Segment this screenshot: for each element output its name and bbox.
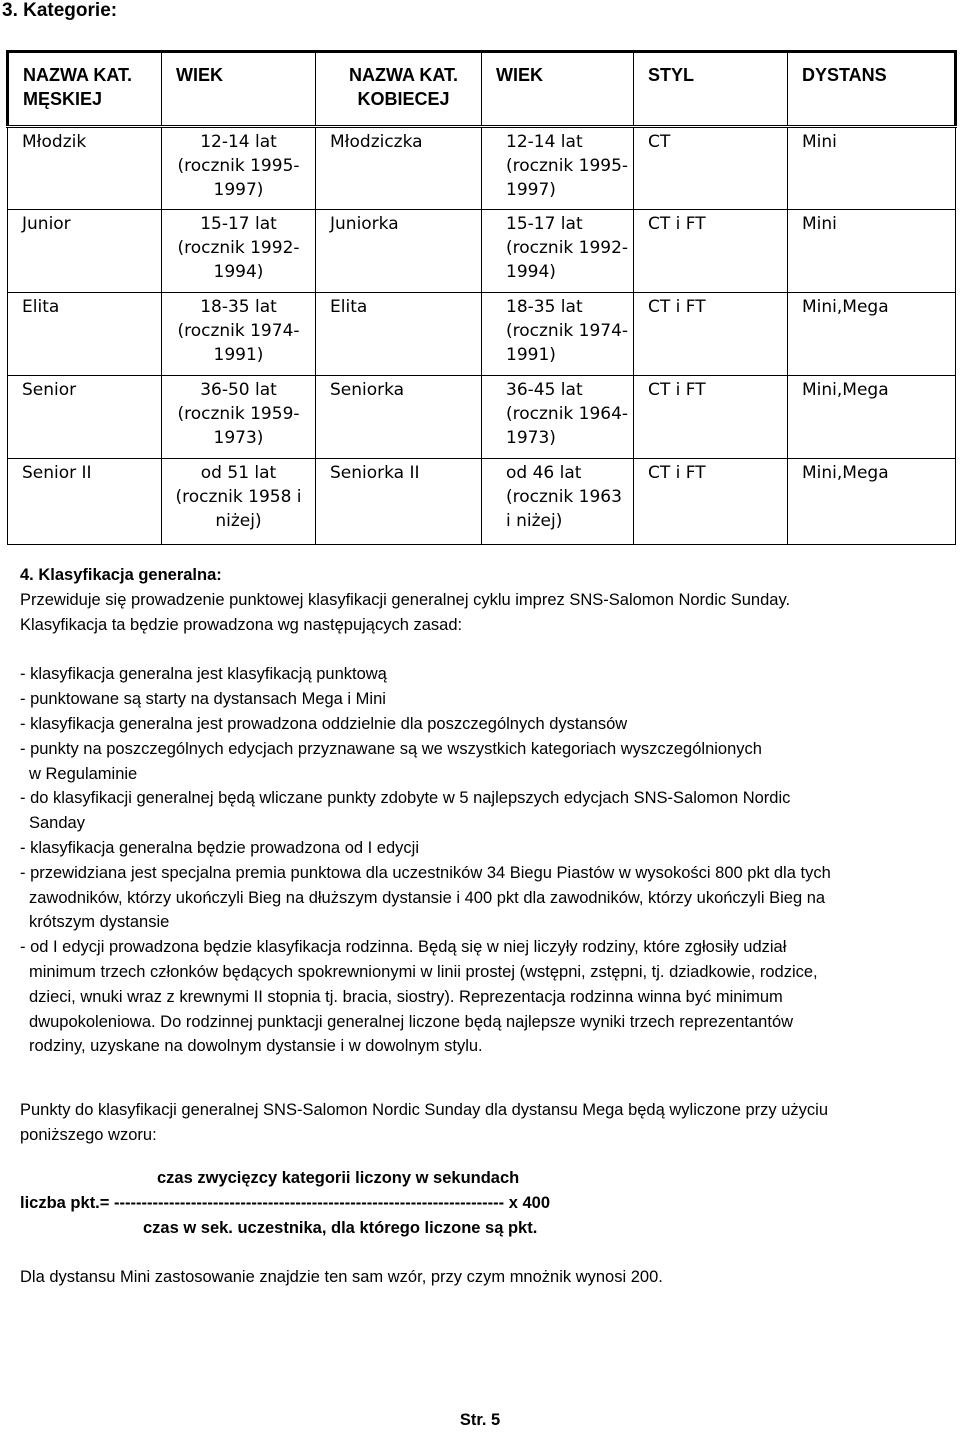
male-age-cell: od 51 lat (rocznik 1958 i niżej) <box>162 459 316 545</box>
female-age-cell: 15-17 lat (rocznik 1992-1994) <box>482 210 634 293</box>
distance-cell: Mini <box>788 210 956 293</box>
section-4-heading: 4. Klasyfikacja generalna: <box>20 566 222 584</box>
female-age-cell: 12-14 lat (rocznik 1995-1997) <box>482 127 634 210</box>
style-cell: CT <box>634 127 788 210</box>
formula-lhs: liczba pkt.= <box>20 1193 110 1212</box>
rule-line: - punktowane są starty na dystansach Mega i Mini <box>20 690 386 709</box>
rule-line: - od I edycji prowadzona będzie klasyfikacja rodzinna. Będą się w niej liczyły rodziny, które zgłosiły udział <box>20 938 787 957</box>
header-cell: DYSTANS <box>788 52 956 127</box>
style-cell: CT i FT <box>634 293 788 376</box>
table-row <box>8 210 956 293</box>
female-category-cell: Seniorka II <box>316 459 482 545</box>
male-age-cell: 15-17 lat (rocznik 1992-1994) <box>162 210 316 293</box>
formula-numerator: czas zwycięzcy kategorii liczony w sekundach <box>157 1169 520 1187</box>
rule-line: krótszym dystansie <box>29 913 170 932</box>
male-category-cell: Senior <box>8 376 162 459</box>
table-row <box>8 293 956 376</box>
points-formula <box>20 1166 550 1240</box>
female-age-cell: 18-35 lat (rocznik 1974-1991) <box>482 293 634 376</box>
section-3-heading: 3. Kategorie: <box>2 0 118 21</box>
female-category-cell: Seniorka <box>316 376 482 459</box>
intro-line: Klasyfikacja ta będzie prowadzona wg następujących zasad: <box>20 615 463 634</box>
rule-line: - przewidziana jest specjalna premia punktowa dla uczestników 34 Biegu Piastów w wysokości 800 pkt dla tych <box>20 863 831 882</box>
male-category-cell: Elita <box>8 293 162 376</box>
rule-line: dzieci, wnuki wraz z krewnymi II stopnia tj. bracia, siostry). Reprezentacja rodzinna winna być minimum <box>29 987 783 1006</box>
style-cell: CT i FT <box>634 210 788 293</box>
header-cell: WIEK <box>162 52 316 127</box>
page-number: Str. 5 <box>459 1411 501 1429</box>
rule-line: rodziny, uzyskane na dowolnym dystansie i w dowolnym stylu. <box>29 1037 483 1056</box>
table-header-row <box>8 52 956 127</box>
female-age-cell: 36-45 lat (rocznik 1964-1973) <box>482 376 634 459</box>
rule-line: - klasyfikacja generalna będzie prowadzona od I edycji <box>20 838 419 857</box>
distance-cell: Mini <box>788 127 956 210</box>
rule-line: Sanday <box>29 814 85 833</box>
male-category-cell: Junior <box>8 210 162 293</box>
header-cell: WIEK <box>482 52 634 127</box>
rule-line: minimum trzech członków będących spokrewnionymi w linii prostej (wstępni, zstępni, tj. dziadkowie, rodzice, <box>29 962 818 981</box>
table-row <box>8 459 956 545</box>
rule-line: - klasyfikacja generalna jest prowadzona oddzielnie dla poszczególnych dystansów <box>20 714 628 733</box>
header-cell: NAZWA KAT. KOBIECEJ <box>316 52 482 127</box>
rules-list <box>20 662 950 1059</box>
male-age-cell: 18-35 lat (rocznik 1974-1991) <box>162 293 316 376</box>
header-cell: STYL <box>634 52 788 127</box>
formula-line <box>20 1191 550 1216</box>
style-cell: CT i FT <box>634 376 788 459</box>
rule-line: - klasyfikacja generalna jest klasyfikacją punktową <box>20 665 387 684</box>
mini-note: Dla dystansu Mini zastosowanie znajdzie ten sam wzór, przy czym mnożnik wynosi 200. <box>20 1268 663 1286</box>
rule-line: dwupokoleniowa. Do rodzinnej punktacji generalnej liczone będą najlepsze wyniki trzech reprezentantów <box>29 1012 794 1031</box>
categories-table <box>6 50 957 545</box>
male-age-cell: 36-50 lat (rocznik 1959-1973) <box>162 376 316 459</box>
intro-line: Przewiduje się prowadzenie punktowej klasyfikacji generalnej cyklu imprez SNS-Salomon Nordic Sunday. <box>20 591 791 609</box>
table-row <box>8 127 956 210</box>
formula-intro-line: Punkty do klasyfikacji generalnej SNS-Salomon Nordic Sunday dla dystansu Mega będą wyliczone przy użyciu <box>20 1100 828 1119</box>
rule-line: - do klasyfikacji generalnej będą wliczane punkty zdobyte w 5 najlepszych edycjach SNS-Salomon Nordic <box>20 789 791 808</box>
rule-line: - punkty na poszczególnych edycjach przyznawane są we wszystkich kategoriach wyszczególnionych <box>20 739 762 758</box>
rule-line: zawodników, którzy ukończyli Bieg na dłuższym dystansie i 400 pkt dla zawodników, którzy ukończyli Bieg na <box>29 888 826 907</box>
male-age-cell: 12-14 lat (rocznik 1995-1997) <box>162 127 316 210</box>
style-cell: CT i FT <box>634 459 788 545</box>
rule-line: w Regulaminie <box>29 764 138 783</box>
classification-body <box>20 588 950 1148</box>
male-category-cell: Młodzik <box>8 127 162 210</box>
distance-cell: Mini,Mega <box>788 459 956 545</box>
formula-denominator: czas w sek. uczestnika, dla którego liczone są pkt. <box>143 1218 538 1237</box>
distance-cell: Mini,Mega <box>788 293 956 376</box>
female-category-cell: Juniorka <box>316 210 482 293</box>
male-category-cell: Senior II <box>8 459 162 545</box>
header-cell: NAZWA KAT. MĘSKIEJ <box>8 52 162 127</box>
distance-cell: Mini,Mega <box>788 376 956 459</box>
female-category-cell: Elita <box>316 293 482 376</box>
table-row <box>8 376 956 459</box>
female-age-cell: od 46 lat (rocznik 1963 i niżej) <box>482 459 634 545</box>
formula-multiplier: x 400 <box>508 1193 551 1212</box>
formula-dashes: ----------------------------------------------------------------------- <box>114 1193 505 1212</box>
female-category-cell: Młodziczka <box>316 127 482 210</box>
formula-intro-line: poniższego wzoru: <box>20 1125 157 1144</box>
